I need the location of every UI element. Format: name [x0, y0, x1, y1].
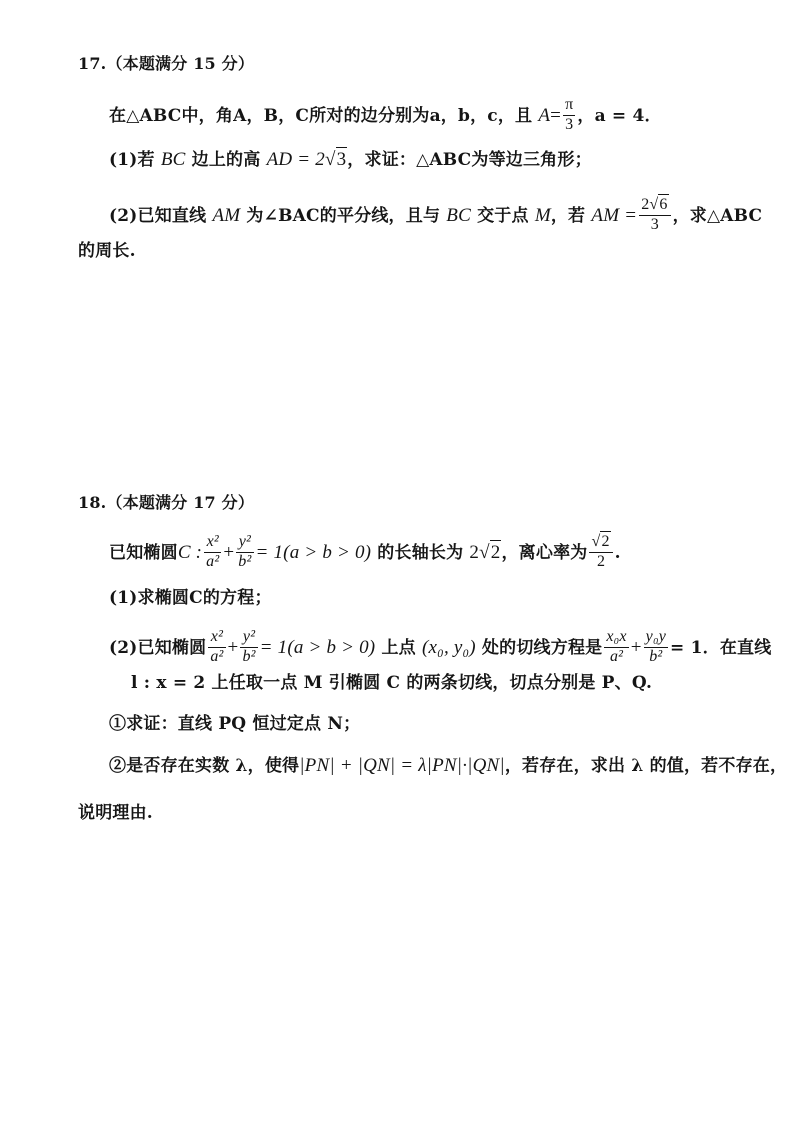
q18-t1-den: a² — [609, 647, 624, 665]
q17-p2-mid2: 交于点 — [477, 205, 529, 226]
q18-plus: + — [223, 541, 235, 563]
q18-t2-num: y₀y — [644, 629, 668, 648]
q18-len-coef: 2 — [469, 541, 480, 563]
q17-stem-tail: ，a = 4． — [577, 105, 662, 126]
q18-stem-end: . — [614, 542, 621, 563]
q18-number: 18. — [78, 493, 107, 512]
q18-p2-head: (2)已知椭圆 — [109, 637, 207, 658]
q18-p2-f2-den: b² — [242, 647, 256, 665]
q18-tangent-term1 — [604, 629, 628, 666]
q17-p2-mid3: ，若 — [550, 205, 586, 226]
q18-header — [78, 495, 254, 511]
q18-p2-point: (x₀, y₀) — [421, 636, 476, 658]
q18-tangent-term2 — [644, 629, 668, 666]
q17-part2 — [109, 198, 762, 235]
q17-p2-bc: BC — [446, 204, 471, 226]
q17-p1-radicand: 3 — [336, 149, 347, 170]
q18-p2-f1-den: a² — [210, 647, 224, 665]
q17-p2-label: (2)已知直线 — [109, 205, 207, 226]
q18-s2-tail: ，若存在，求出 λ 的值，若不存在， — [504, 756, 788, 776]
q18-p2-f1-num: x² — [208, 629, 225, 648]
q17-p2-m: M — [534, 204, 551, 226]
q17-header — [78, 56, 254, 72]
q18-stem — [109, 535, 621, 572]
q17-p2-am: AM — [212, 204, 241, 226]
q17-p1-mid: 边上的高 — [191, 150, 261, 170]
q18-p2-mid: 上点 — [381, 637, 416, 658]
q18-t2-den: b² — [649, 647, 663, 665]
q18-frac-y2b2 — [236, 534, 253, 571]
q17-score: （本题满分 15 分） — [106, 54, 255, 73]
q17-p1-sqrt: √3 — [324, 149, 347, 170]
q17-frac-num: π — [563, 97, 575, 116]
q18-p2-mid2: 处的切线方程是 — [481, 637, 603, 658]
q17-p2-frac-den: 3 — [650, 215, 659, 233]
q18-ecc-frac — [589, 534, 612, 571]
q18-f1-den: a² — [206, 552, 220, 570]
q17-p2-last: 的周长. — [78, 241, 136, 261]
q17-p2-tail: ，求△ABC — [672, 205, 763, 226]
q17-p1-expr: AD = 2 — [266, 149, 325, 170]
q18-score: （本题满分 17 分） — [106, 493, 255, 512]
q18-sub1: ①求证：直线 PQ 恒过定点 N； — [109, 714, 361, 734]
q17-p2-frac — [639, 197, 670, 234]
q17-part1 — [109, 150, 592, 169]
q17-p2-mid1: 为∠BAC的平分线，且与 — [246, 205, 441, 226]
q18-f2-num: y² — [236, 534, 253, 553]
q18-t1-num: x₀x — [604, 629, 628, 648]
q17-stem-eq: = — [550, 104, 562, 126]
q18-p2-eq: = 1(a > b > 0) — [259, 636, 376, 658]
q18-s2-last: 说明理由. — [78, 803, 153, 823]
q18-stem-head: 已知椭圆 — [109, 542, 178, 563]
q18-p2-frac-x2a2 — [208, 629, 225, 666]
q18-tangent-plus: + — [630, 636, 642, 658]
q18-stem-eq: = 1(a > b > 0) — [255, 541, 372, 563]
q17-p1-tail: ，求证：△ABC为等边三角形； — [347, 150, 592, 170]
q18-stem-mid2: ，离心率为 — [501, 542, 588, 563]
q18-part1: (1)求椭圆C的方程； — [109, 588, 272, 608]
q17-p2-am2: AM = — [591, 204, 638, 226]
q17-p2-frac-sqrt: √6 — [649, 196, 668, 213]
q18-len-sqrt: √2 — [479, 541, 501, 563]
q18-ecc-num — [589, 534, 612, 553]
q18-part2 — [109, 630, 771, 667]
q17-stem-text: 在△ABC中，角A，B，C所对的边分别为a，b，c，且 — [109, 105, 533, 126]
q18-stem-c: C : — [177, 541, 203, 563]
q17-p2-frac-num — [639, 197, 670, 216]
q17-p1-label: (1)若 — [109, 150, 155, 170]
q17-p2-frac-radicand: 6 — [659, 196, 668, 213]
q18-frac-x2a2 — [204, 534, 221, 571]
q18-ecc-den: 2 — [596, 552, 606, 570]
q18-p2-plus: + — [227, 636, 239, 658]
q18-f2-den: b² — [238, 552, 252, 570]
q18-s2-expr: |PN| + |QN| = λ|PN|·|QN| — [299, 755, 505, 776]
q17-frac-den: 3 — [565, 115, 574, 133]
q18-sub2 — [109, 756, 787, 775]
q18-p2-f2-num: y² — [240, 629, 257, 648]
q17-stem — [109, 98, 662, 135]
q18-p2-eq2: = 1．在直线 — [670, 637, 772, 658]
q17-p2-frac-coef: 2 — [641, 196, 650, 213]
q18-s2-head: ②是否存在实数 λ，使得 — [109, 756, 300, 776]
q18-stem-mid: 的长轴长为 — [377, 542, 464, 563]
q18-ecc-radicand: 2 — [601, 533, 610, 550]
q17-p1-bc: BC — [160, 149, 186, 170]
q18-len-radicand: 2 — [490, 541, 501, 563]
q17-number: 17. — [78, 54, 107, 73]
q18-p2-frac-y2b2 — [240, 629, 257, 666]
q18-ecc-sqrt: √2 — [591, 533, 610, 550]
q18-f1-num: x² — [204, 534, 221, 553]
q18-p2-line2: l : x = 2 上任取一点 M 引椭圆 C 的两条切线，切点分别是 P、Q. — [131, 673, 653, 693]
q17-pi-over-3 — [563, 97, 575, 134]
q17-stem-var-a: A — [538, 104, 551, 126]
